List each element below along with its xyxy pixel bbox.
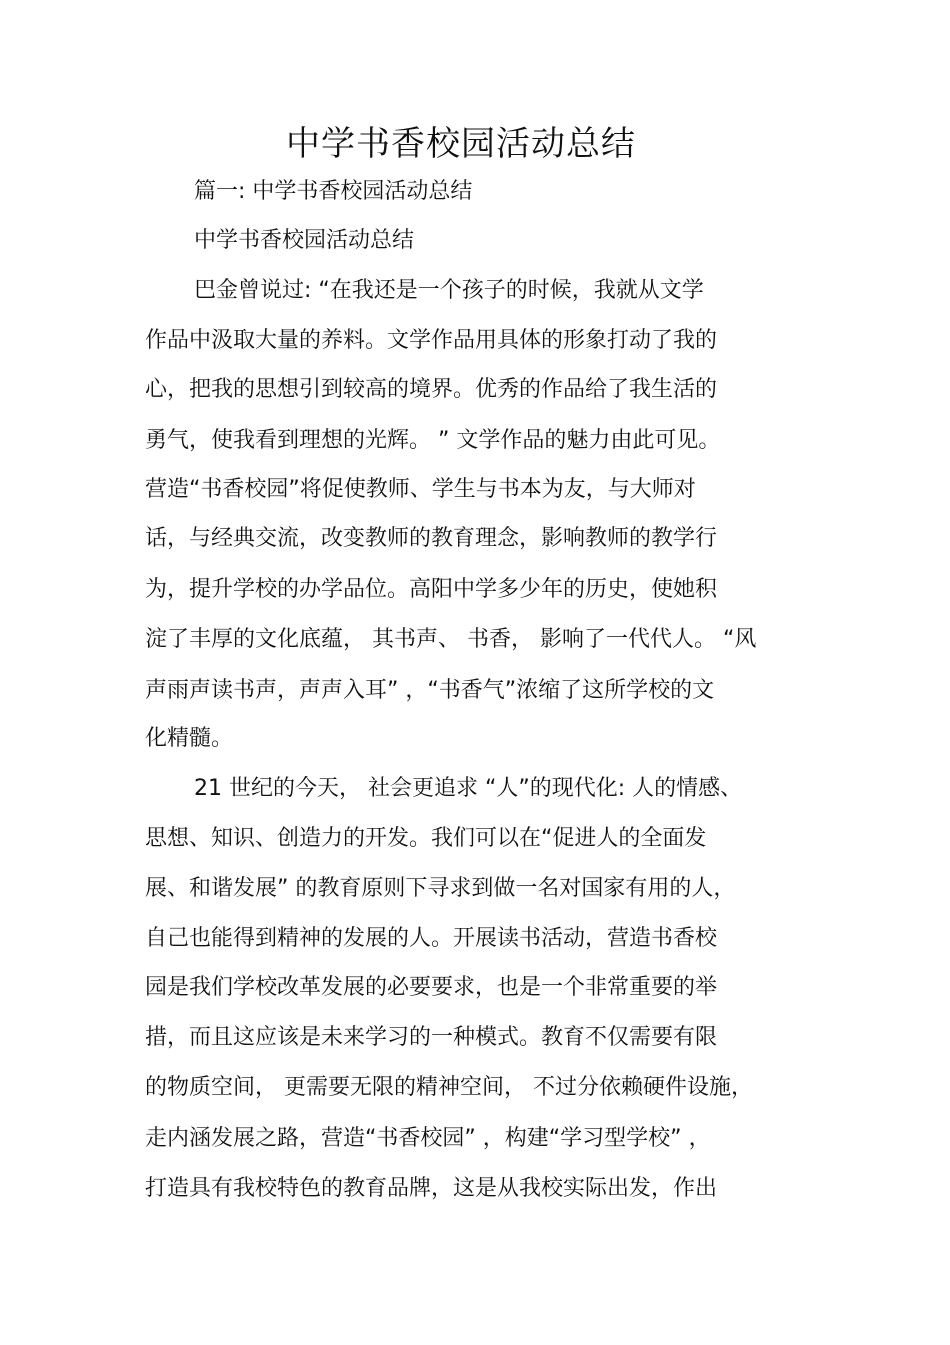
paragraph-line: 为，提升学校的办学品位。高阳中学多少年的历史，使她积 (145, 577, 718, 602)
section-heading: 篇一: 中学书香校园活动总结 (194, 179, 473, 204)
paragraph-line: 心，把我的思想引到较高的境界。优秀的作品给了我生活的 (145, 377, 718, 402)
paragraph-line: 打造具有我校特色的教育品牌，这是从我校实际出发，作出 (145, 1176, 718, 1201)
paragraph-line: 的物质空间， 更需要无限的精神空间， 不过分依赖硬件设施， (145, 1075, 753, 1100)
paragraph-line: 营造“书香校园”将促使教师、学生与书本为友，与大师对 (145, 477, 696, 502)
paragraph-line: 化精髓。 (145, 726, 234, 751)
paragraph-line: 21 世纪的今天， 社会更追求 “人”的现代化: 人的情感、 (194, 776, 743, 801)
paragraph-line: 淀了丰厚的文化底蕴， 其书声、 书香， 影响了一代代人。 “风 (145, 627, 757, 652)
paragraph-line: 声雨声读书声，声声入耳” ，“书香气”浓缩了这所学校的文 (145, 678, 715, 703)
paragraph-line: 思想、知识、创造力的开发。我们可以在“促进人的全面发 (145, 826, 707, 851)
subtitle-line: 中学书香校园活动总结 (194, 228, 415, 253)
paragraph-line: 展、和谐发展” 的教育原则下寻求到做一名对国家有用的人， (145, 876, 736, 901)
paragraph-line: 话，与经典交流，改变教师的教育理念，影响教师的教学行 (145, 526, 718, 551)
paragraph-line: 作品中汲取大量的养料。文学作品用具体的形象打动了我的 (145, 328, 718, 353)
paragraph-line: 措，而且这应该是未来学习的一种模式。教育不仅需要有限 (145, 1025, 718, 1050)
paragraph-line: 园是我们学校改革发展的必要要求，也是一个非常重要的举 (145, 975, 718, 1000)
document-title: 中学书香校园活动总结 (286, 124, 636, 164)
paragraph-line: 走内涵发展之路，营造“书香校园” ，构建“学习型学校” ， (145, 1126, 711, 1151)
paragraph-line: 巴金曾说过: “在我还是一个孩子的时候，我就从文学 (194, 278, 704, 303)
paragraph-line: 勇气，使我看到理想的光辉。 ” 文学作品的魅力由此可见。 (145, 428, 721, 453)
paragraph-line: 自己也能得到精神的发展的人。开展读书活动，营造书香校 (145, 926, 718, 951)
